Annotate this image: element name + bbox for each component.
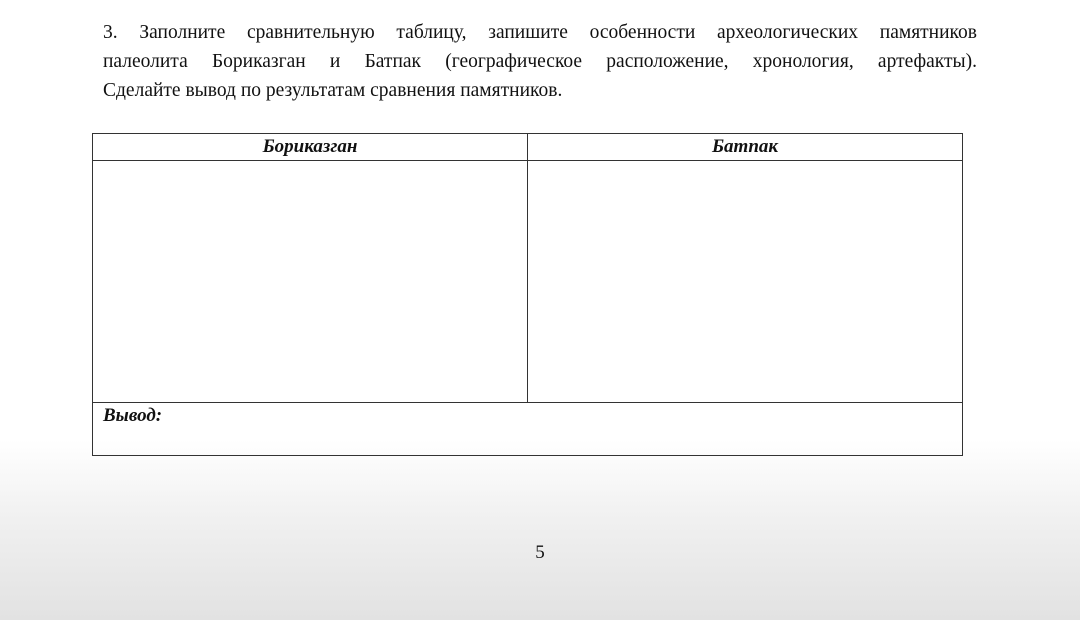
task-text <box>103 18 977 105</box>
comparison-table <box>92 133 963 456</box>
page-number: 5 <box>535 542 545 563</box>
header-batpak: Батпак <box>528 134 963 161</box>
conclusion-label: Вывод: <box>103 405 163 426</box>
borikazgan-cell[interactable] <box>93 161 528 403</box>
table-header-row <box>93 134 963 161</box>
task-line-3: Сделайте вывод по результатам сравнения памятников. <box>103 80 563 101</box>
conclusion-row <box>93 403 963 456</box>
header-borikazgan: Бориказган <box>93 134 528 161</box>
table-body-row <box>93 161 963 403</box>
task-line-1: 3. Заполните сравнительную таблицу, запишите особенности археологических памятников <box>103 22 977 43</box>
conclusion-cell[interactable] <box>93 403 963 456</box>
batpak-cell[interactable] <box>528 161 963 403</box>
task-line-2: палеолита Бориказган и Батпак (географическое расположение, хронология, артефакты). <box>103 51 977 72</box>
